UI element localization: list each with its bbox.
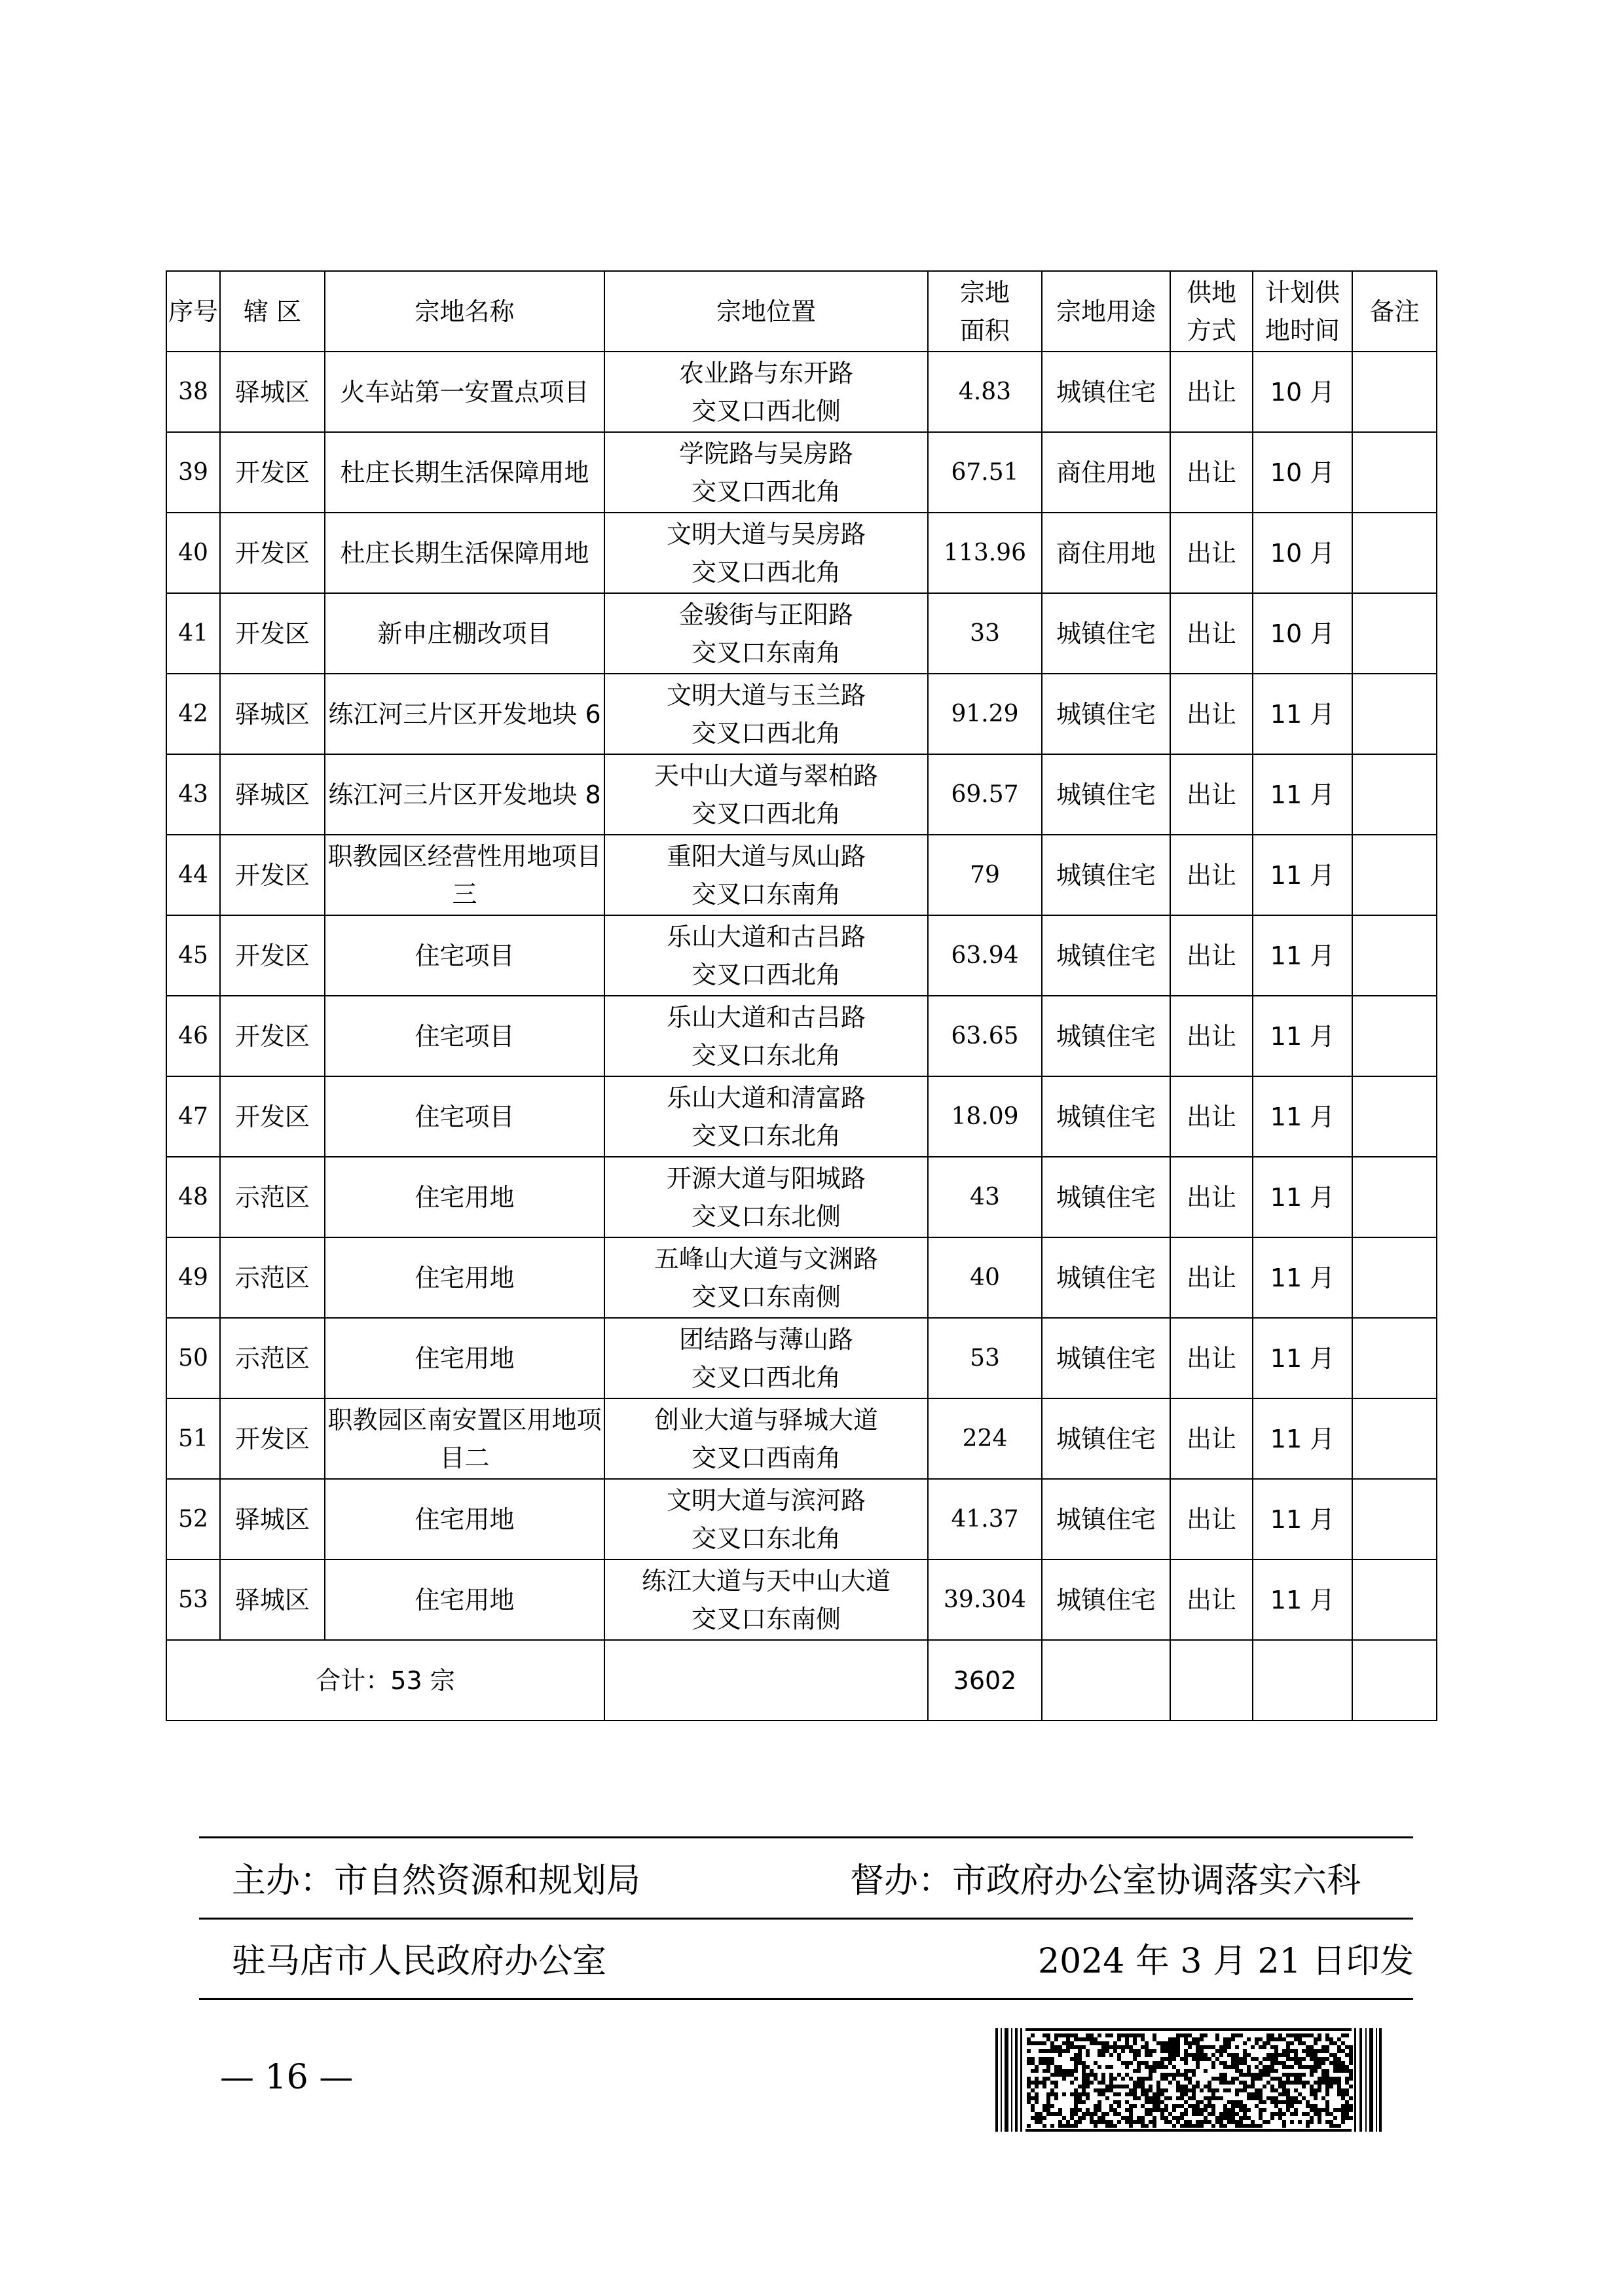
note-cell — [1352, 1398, 1437, 1479]
district-cell: 示范区 — [220, 1237, 325, 1318]
table-header-cell: 序号 — [166, 271, 220, 352]
supply-method-cell: 出让 — [1170, 674, 1253, 754]
district-cell: 开发区 — [220, 432, 325, 513]
supply-method-cell: 出让 — [1170, 915, 1253, 996]
location-line-1: 文明大道与滨河路 — [666, 1485, 866, 1515]
table-row — [166, 1157, 1437, 1237]
parcel-location-cell — [604, 1318, 928, 1398]
table-header-cell: 宗地 面积 — [928, 271, 1042, 352]
barcode-icon — [995, 2028, 1382, 2132]
location-line-2: 交叉口西北侧 — [691, 396, 841, 426]
total-area-cell: 3602 — [928, 1640, 1042, 1721]
table-header-cell: 宗地名称 — [325, 271, 604, 352]
note-cell — [1352, 1479, 1437, 1559]
parcel-area-cell: 53 — [928, 1318, 1042, 1398]
supervisor-text: 督办：市政府办公室协调落实六科 — [850, 1861, 1361, 1901]
parcel-location-cell — [604, 352, 928, 432]
parcel-area-cell: 39.304 — [928, 1559, 1042, 1640]
table-row — [166, 915, 1437, 996]
supply-method-cell: 出让 — [1170, 754, 1253, 835]
parcel-name-cell: 杜庄长期生活保障用地 — [325, 513, 604, 593]
note-cell — [1352, 1157, 1437, 1237]
location-line-2: 交叉口东北角 — [691, 1121, 841, 1150]
parcel-area-cell: 63.65 — [928, 996, 1042, 1076]
planned-time-cell: 11 月 — [1253, 1157, 1352, 1237]
district-cell: 开发区 — [220, 1398, 325, 1479]
district-cell: 驿城区 — [220, 754, 325, 835]
supply-method-cell: 出让 — [1170, 1479, 1253, 1559]
location-line-2: 交叉口东南角 — [691, 879, 841, 909]
district-cell: 示范区 — [220, 1318, 325, 1398]
row-number-cell: 52 — [166, 1479, 220, 1559]
row-number-cell: 43 — [166, 754, 220, 835]
row-number-cell: 51 — [166, 1398, 220, 1479]
parcel-location-cell — [604, 835, 928, 915]
location-line-2: 交叉口东北侧 — [691, 1201, 841, 1231]
note-cell — [1352, 513, 1437, 593]
issuer-text: 驻马店市人民政府办公室 — [232, 1942, 607, 1981]
planned-time-cell: 11 月 — [1253, 674, 1352, 754]
row-number-cell: 41 — [166, 593, 220, 674]
land-use-cell: 城镇住宅 — [1042, 1076, 1170, 1157]
location-line-2: 交叉口西北角 — [691, 477, 841, 506]
district-cell: 开发区 — [220, 513, 325, 593]
parcel-name-cell: 火车站第一安置点项目 — [325, 352, 604, 432]
planned-time-cell: 11 月 — [1253, 915, 1352, 996]
table-row — [166, 674, 1437, 754]
supply-method-cell: 出让 — [1170, 1237, 1253, 1318]
sponsor-text: 主办：市自然资源和规划局 — [232, 1861, 641, 1901]
footer-rule-top — [199, 1836, 1413, 1838]
row-number-cell: 50 — [166, 1318, 220, 1398]
note-cell — [1352, 1318, 1437, 1398]
land-use-cell: 城镇住宅 — [1042, 754, 1170, 835]
land-use-cell: 城镇住宅 — [1042, 915, 1170, 996]
parcel-area-cell: 67.51 — [928, 432, 1042, 513]
location-line-1: 乐山大道和清富路 — [666, 1083, 866, 1112]
planned-time-cell: 10 月 — [1253, 593, 1352, 674]
land-use-cell: 城镇住宅 — [1042, 674, 1170, 754]
parcel-name-cell: 住宅用地 — [325, 1318, 604, 1398]
planned-time-cell: 10 月 — [1253, 432, 1352, 513]
location-line-1: 文明大道与吴房路 — [666, 519, 866, 549]
supply-method-cell: 出让 — [1170, 593, 1253, 674]
parcel-name-cell: 住宅用地 — [325, 1559, 604, 1640]
land-use-cell: 城镇住宅 — [1042, 835, 1170, 915]
supply-method-cell: 出让 — [1170, 1559, 1253, 1640]
table-row — [166, 1076, 1437, 1157]
supply-method-cell: 出让 — [1170, 996, 1253, 1076]
district-cell: 开发区 — [220, 835, 325, 915]
parcel-name-cell: 杜庄长期生活保障用地 — [325, 432, 604, 513]
location-line-2: 交叉口东南侧 — [691, 1604, 841, 1633]
location-line-2: 交叉口西北角 — [691, 718, 841, 748]
row-number-cell: 45 — [166, 915, 220, 996]
land-use-cell: 城镇住宅 — [1042, 352, 1170, 432]
parcel-area-cell: 33 — [928, 593, 1042, 674]
note-cell — [1352, 674, 1437, 754]
table-row — [166, 1559, 1437, 1640]
parcel-location-cell — [604, 1398, 928, 1479]
location-line-1: 五峰山大道与文渊路 — [654, 1244, 878, 1273]
location-line-2: 交叉口西北角 — [691, 557, 841, 587]
location-line-1: 学院路与吴房路 — [678, 439, 853, 468]
parcel-name-cell: 住宅项目 — [325, 1076, 604, 1157]
table-header-cell: 宗地位置 — [604, 271, 928, 352]
table-row — [166, 1237, 1437, 1318]
note-cell — [1352, 1076, 1437, 1157]
supply-method-cell: 出让 — [1170, 352, 1253, 432]
row-number-cell: 47 — [166, 1076, 220, 1157]
table-header-row — [166, 271, 1437, 352]
row-number-cell: 38 — [166, 352, 220, 432]
note-cell — [1352, 1559, 1437, 1640]
planned-time-cell: 11 月 — [1253, 996, 1352, 1076]
location-line-1: 文明大道与玉兰路 — [666, 680, 866, 710]
district-cell: 开发区 — [220, 915, 325, 996]
table-row — [166, 996, 1437, 1076]
total-label-cell: 合计：53 宗 — [166, 1640, 604, 1721]
supply-method-cell: 出让 — [1170, 432, 1253, 513]
planned-time-cell: 11 月 — [1253, 1479, 1352, 1559]
table-header-cell: 备注 — [1352, 271, 1437, 352]
parcel-name-cell: 练江河三片区开发地块 8 — [325, 754, 604, 835]
table-row — [166, 593, 1437, 674]
district-cell: 驿城区 — [220, 1479, 325, 1559]
parcel-area-cell: 18.09 — [928, 1076, 1042, 1157]
issue-date-text: 2024 年 3 月 21 日印发 — [1038, 1942, 1414, 1981]
planned-time-cell: 11 月 — [1253, 1318, 1352, 1398]
land-use-cell: 城镇住宅 — [1042, 1318, 1170, 1398]
parcel-location-cell — [604, 1237, 928, 1318]
parcel-area-cell: 63.94 — [928, 915, 1042, 996]
land-use-cell: 城镇住宅 — [1042, 1559, 1170, 1640]
row-number-cell: 44 — [166, 835, 220, 915]
row-number-cell: 49 — [166, 1237, 220, 1318]
land-use-cell: 城镇住宅 — [1042, 1398, 1170, 1479]
footer-rule-middle — [199, 1918, 1413, 1920]
row-number-cell: 53 — [166, 1559, 220, 1640]
table-row — [166, 1318, 1437, 1398]
planned-time-cell: 11 月 — [1253, 754, 1352, 835]
parcel-name-cell: 新申庄棚改项目 — [325, 593, 604, 674]
total-empty-cell — [1042, 1640, 1170, 1721]
row-number-cell: 40 — [166, 513, 220, 593]
total-empty-cell — [1170, 1640, 1253, 1721]
parcel-location-cell — [604, 1559, 928, 1640]
row-number-cell: 39 — [166, 432, 220, 513]
note-cell — [1352, 754, 1437, 835]
location-line-2: 交叉口西南角 — [691, 1443, 841, 1472]
parcel-area-cell: 113.96 — [928, 513, 1042, 593]
supply-method-cell: 出让 — [1170, 835, 1253, 915]
parcel-location-cell — [604, 593, 928, 674]
land-supply-table — [166, 270, 1437, 1721]
table-row — [166, 835, 1437, 915]
parcel-area-cell: 4.83 — [928, 352, 1042, 432]
planned-time-cell: 11 月 — [1253, 1398, 1352, 1479]
note-cell — [1352, 432, 1437, 513]
district-cell: 示范区 — [220, 1157, 325, 1237]
district-cell: 开发区 — [220, 996, 325, 1076]
district-cell: 开发区 — [220, 593, 325, 674]
note-cell — [1352, 1237, 1437, 1318]
land-use-cell: 城镇住宅 — [1042, 1479, 1170, 1559]
parcel-location-cell — [604, 1479, 928, 1559]
parcel-name-cell: 住宅用地 — [325, 1157, 604, 1237]
location-line-1: 团结路与薄山路 — [678, 1324, 853, 1354]
table-header-cell: 供地 方式 — [1170, 271, 1253, 352]
parcel-name-cell: 住宅项目 — [325, 996, 604, 1076]
parcel-location-cell — [604, 1157, 928, 1237]
parcel-name-cell: 练江河三片区开发地块 6 — [325, 674, 604, 754]
table-header-cell: 计划供 地时间 — [1253, 271, 1352, 352]
location-line-1: 农业路与东开路 — [678, 358, 853, 388]
table-row — [166, 432, 1437, 513]
total-empty-cell — [1253, 1640, 1352, 1721]
location-line-2: 交叉口东南角 — [691, 638, 841, 667]
supply-method-cell: 出让 — [1170, 1398, 1253, 1479]
parcel-area-cell: 224 — [928, 1398, 1042, 1479]
parcel-location-cell — [604, 674, 928, 754]
parcel-location-cell — [604, 754, 928, 835]
table-row — [166, 754, 1437, 835]
location-line-1: 乐山大道和古吕路 — [666, 922, 866, 951]
land-use-cell: 城镇住宅 — [1042, 593, 1170, 674]
note-cell — [1352, 352, 1437, 432]
district-cell: 驿城区 — [220, 674, 325, 754]
page-number: — 16 — — [220, 2058, 354, 2097]
parcel-area-cell: 43 — [928, 1157, 1042, 1237]
parcel-location-cell — [604, 1076, 928, 1157]
parcel-location-cell — [604, 915, 928, 996]
location-line-1: 乐山大道和古吕路 — [666, 1002, 866, 1032]
land-use-cell: 商住用地 — [1042, 513, 1170, 593]
row-number-cell: 42 — [166, 674, 220, 754]
location-line-1: 创业大道与驿城大道 — [654, 1405, 878, 1434]
location-line-2: 交叉口西北角 — [691, 960, 841, 989]
planned-time-cell: 11 月 — [1253, 1559, 1352, 1640]
parcel-area-cell: 40 — [928, 1237, 1042, 1318]
supply-method-cell: 出让 — [1170, 513, 1253, 593]
table-row — [166, 1398, 1437, 1479]
location-line-2: 交叉口东南侧 — [691, 1282, 841, 1311]
parcel-area-cell: 91.29 — [928, 674, 1042, 754]
note-cell — [1352, 915, 1437, 996]
note-cell — [1352, 996, 1437, 1076]
row-number-cell: 46 — [166, 996, 220, 1076]
district-cell: 开发区 — [220, 1076, 325, 1157]
land-use-cell: 城镇住宅 — [1042, 1237, 1170, 1318]
note-cell — [1352, 593, 1437, 674]
total-empty-cell — [604, 1640, 928, 1721]
planned-time-cell: 11 月 — [1253, 1237, 1352, 1318]
land-use-cell: 商住用地 — [1042, 432, 1170, 513]
table-header-cell: 宗地用途 — [1042, 271, 1170, 352]
planned-time-cell: 11 月 — [1253, 835, 1352, 915]
table-body — [166, 352, 1437, 1721]
planned-time-cell: 11 月 — [1253, 1076, 1352, 1157]
table-row — [166, 1479, 1437, 1559]
district-cell: 驿城区 — [220, 352, 325, 432]
parcel-area-cell: 69.57 — [928, 754, 1042, 835]
supply-method-cell: 出让 — [1170, 1076, 1253, 1157]
parcel-name-cell: 住宅项目 — [325, 915, 604, 996]
parcel-name-cell: 住宅用地 — [325, 1479, 604, 1559]
land-use-cell: 城镇住宅 — [1042, 996, 1170, 1076]
table-row — [166, 352, 1437, 432]
parcel-name-cell: 住宅用地 — [325, 1237, 604, 1318]
parcel-location-cell — [604, 996, 928, 1076]
location-line-2: 交叉口西北角 — [691, 799, 841, 828]
note-cell — [1352, 835, 1437, 915]
row-number-cell: 48 — [166, 1157, 220, 1237]
parcel-name-cell: 职教园区南安置区用地项目二 — [325, 1398, 604, 1479]
parcel-location-cell — [604, 432, 928, 513]
location-line-1: 练江大道与天中山大道 — [641, 1566, 891, 1595]
table-header-cell: 辖 区 — [220, 271, 325, 352]
planned-time-cell: 10 月 — [1253, 513, 1352, 593]
land-use-cell: 城镇住宅 — [1042, 1157, 1170, 1237]
supply-method-cell: 出让 — [1170, 1157, 1253, 1237]
parcel-area-cell: 79 — [928, 835, 1042, 915]
planned-time-cell: 10 月 — [1253, 352, 1352, 432]
location-line-1: 金骏街与正阳路 — [678, 600, 853, 629]
location-line-1: 重阳大道与凤山路 — [666, 841, 866, 871]
location-line-2: 交叉口东北角 — [691, 1040, 841, 1070]
table-row — [166, 513, 1437, 593]
district-cell: 驿城区 — [220, 1559, 325, 1640]
table-total-row — [166, 1640, 1437, 1721]
location-line-2: 交叉口西北角 — [691, 1362, 841, 1392]
location-line-1: 天中山大道与翠柏路 — [654, 761, 878, 790]
footer-rule-bottom — [199, 1998, 1413, 2000]
parcel-name-cell: 职教园区经营性用地项目三 — [325, 835, 604, 915]
parcel-location-cell — [604, 513, 928, 593]
total-empty-cell — [1352, 1640, 1437, 1721]
location-line-2: 交叉口东北角 — [691, 1523, 841, 1553]
parcel-area-cell: 41.37 — [928, 1479, 1042, 1559]
supply-method-cell: 出让 — [1170, 1318, 1253, 1398]
location-line-1: 开源大道与阳城路 — [666, 1163, 866, 1193]
